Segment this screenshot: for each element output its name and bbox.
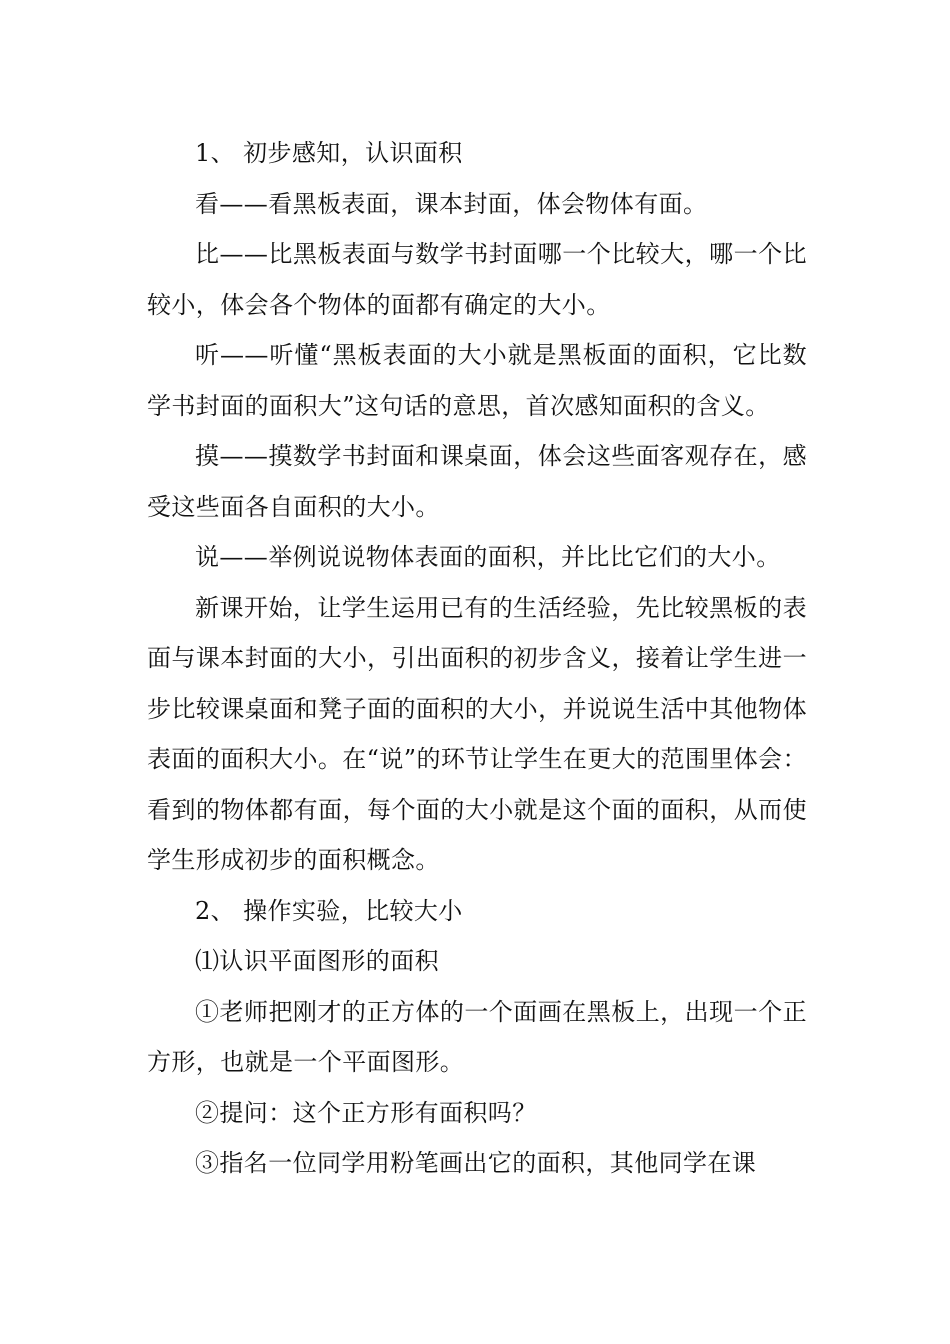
paragraph-compare: 比——比黑板表面与数学书封面哪一个比较大，哪一个比较小，体会各个物体的面都有确定的大小。 [147,240,807,319]
list-item-3: ③指名一位同学用粉笔画出它的面积，其他同学在课 [195,1149,757,1177]
list-item-2: ②提问：这个正方形有面积吗？ [195,1098,537,1127]
paragraph-listen: 听——听懂“黑板表面的大小就是黑板面的面积，它比数学书封面的面积大”这句话的意思，首次感知面积的含义。 [147,341,807,420]
document-body [147,128,807,1189]
paragraph-say: 说——举例说说物体表面的面积，并比比它们的大小。 [195,543,781,571]
paragraph-touch: 摸——摸数学书封面和课桌面，体会这些面客观存在，感受这些面各自面积的大小。 [147,442,807,521]
section-heading-2: 2、 操作实验，比较大小 [195,896,463,925]
list-item-1: ①老师把刚才的正方体的一个面画在黑板上，出现一个正方形，也就是一个平面图形。 [147,997,807,1076]
section-heading-1: 1、 初步感知，认识面积 [195,139,463,167]
subheading-plane-area: ⑴认识平面图形的面积 [195,947,439,975]
paragraph-look: 看——看黑板表面，课本封面，体会物体有面。 [195,189,708,218]
paragraph-explanation: 新课开始，让学生运用已有的生活经验，先比较黑板的表面与课本封面的大小，引出面积的初步含义，接着让学生进一步比较课桌面和凳子面的面积的大小，并说说生活中其他物体表面的面积大小。在“说”的环节让学生在更大的范围里体会：看到的物体都有面，每个面的大小就是这个面的面积，从而使学生形成初步的面积概念。 [147,593,807,874]
